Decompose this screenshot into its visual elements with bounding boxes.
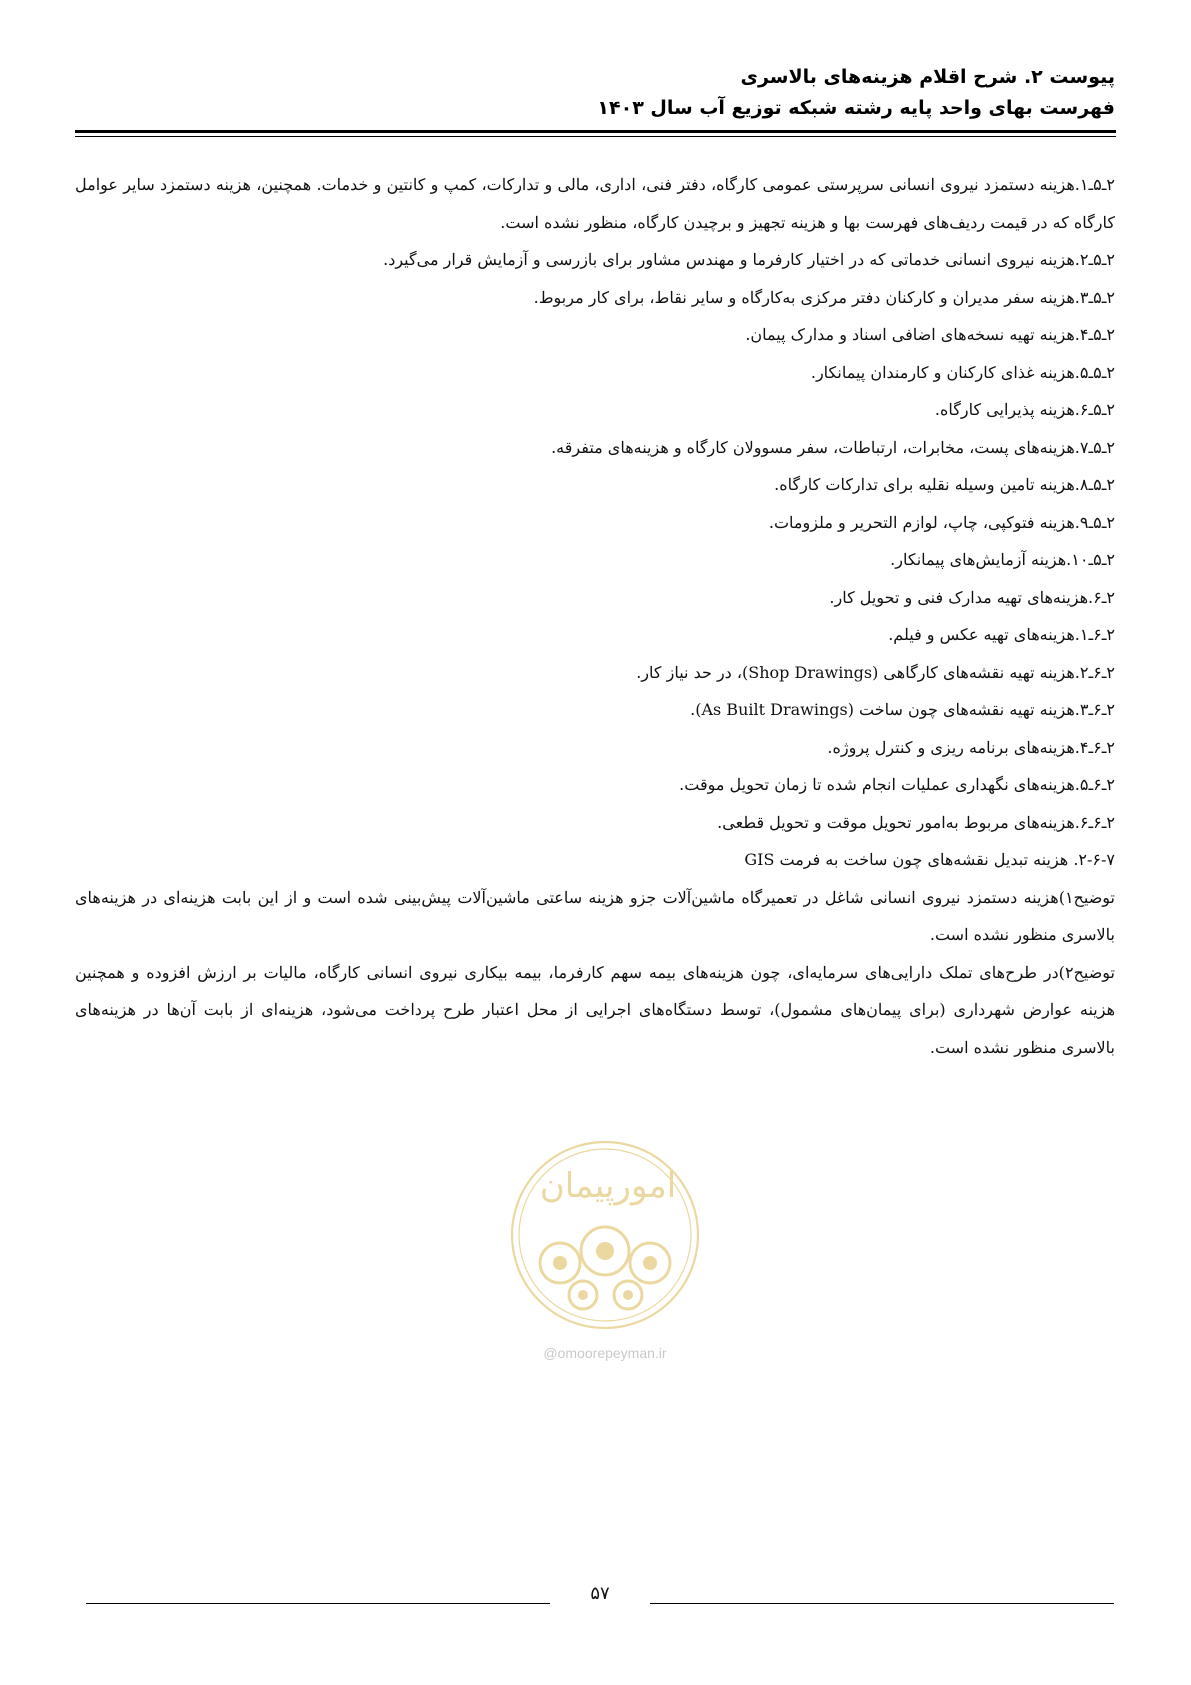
- page-number: ۵۷: [590, 1583, 610, 1604]
- item-2-5-2: ۲ـ۵ـ۲.هزینه نیروی انسانی خدماتی که در اختیار کارفرما و مهندس مشاور برای بازرسی و آزمایش قرار می‌گیرد.: [383, 250, 1115, 269]
- item-2-5-3: ۲ـ۵ـ۳.هزینه سفر مدیران و کارکنان دفتر مرکزی به‌کارگاه و سایر نقاط، برای کار مربوط.: [533, 287, 1115, 307]
- item-2-6-6: ۲ـ۶ـ۶.هزینه‌های مربوط به‌امور تحویل موقت و تحویل قطعی.: [717, 812, 1115, 832]
- watermark-logo-text: امورپیمان: [539, 1166, 677, 1206]
- watermark-logo: [508, 1135, 703, 1335]
- item-2-6-5: ۲ـ۶ـ۵.هزینه‌های نگهداری عملیات انجام شده تا زمان تحویل موقت.: [679, 775, 1115, 794]
- item-2-6-3: ۲ـ۶ـ۳.هزینه تهیه نقشه‌های چون ساخت (As Built Drawings).: [690, 700, 1115, 719]
- footer-rule-right: [650, 1603, 1114, 1604]
- item-2-6: ۲ـ۶.هزینه‌های تهیه مدارک فنی و تحویل کار.: [829, 587, 1115, 607]
- document-body: [75, 166, 1115, 1066]
- item-2-6-1: ۲ـ۶ـ۱.هزینه‌های تهیه عکس و فیلم.: [888, 625, 1115, 644]
- watermark-url: @omoorepeyman.ir: [543, 1345, 667, 1361]
- page-header: [75, 62, 1115, 124]
- header-title: پیوست ۲. شرح اقلام هزینه‌های بالاسری: [740, 66, 1115, 88]
- footer-rule-left: [86, 1603, 550, 1604]
- item-2-5-8: ۲ـ۵ـ۸.هزینه تامین وسیله نقلیه برای تدارکات کارگاه.: [774, 475, 1115, 494]
- item-2-5-10: ۲ـ۵ـ۱۰.هزینه آزمایش‌های پیمانکار.: [890, 550, 1115, 569]
- header-rule-thin: [75, 136, 1116, 137]
- note-1: توضیح۱)هزینه دستمزد نیروی انسانی شاغل در تعمیرگاه ماشین‌آلات جزو هزینه ساعتی ماشین‌آلات پیش‌بینی شده است و از این بابت هزینه‌ای در هزینه‌های بالاسری منظور نشده است.: [75, 887, 1115, 944]
- note-2: توضیح۲)در طرح‌های تملک دارایی‌های سرمایه‌ای، چون هزینه‌های بیمه سهم کارفرما، بیمه بیکاری نیروی انسانی کارگاه، مالیات بر ارزش افزوده و همچنین هزینه عوارض شهرداری (برای پیمان‌های مشمول)، توسط دستگاه‌های اجرایی از محل اعتبار طرح پرداخت می‌شود، هزینه‌ای از بابت آن‌ها در هزینه‌های بالاسری منظور نشده است.: [75, 962, 1116, 1057]
- item-2-6-4: ۲ـ۶ـ۴.هزینه‌های برنامه ریزی و کنترل پروژه.: [827, 737, 1115, 757]
- header-rule-thick: [75, 130, 1116, 133]
- item-2-5-9: ۲ـ۵ـ۹.هزینه فتوکپی، چاپ، لوازم التحریر و ملزومات.: [768, 512, 1115, 532]
- header-subtitle: فهرست بهای واحد پایه رشته شبکه توزیع آب سال ۱۴۰۳: [597, 97, 1115, 119]
- item-2-5-5: ۲ـ۵ـ۵.هزینه غذای کارکنان و کارمندان پیمانکار.: [810, 362, 1115, 382]
- item-2-5-6: ۲ـ۵ـ۶.هزینه پذیرایی کارگاه.: [934, 400, 1115, 419]
- item-2-6-7: ۲-۶-۷. هزینه تبدیل نقشه‌های چون ساخت به فرمت GIS: [744, 850, 1115, 869]
- item-2-5-4: ۲ـ۵ـ۴.هزینه تهیه نسخه‌های اضافی اسناد و مدارک پیمان.: [745, 325, 1115, 344]
- item-2-5-1: ۲ـ۵ـ۱.هزینه دستمزد نیروی انسانی سرپرستی عمومی کارگاه، دفتر فنی، اداری، مالی و تدارکات، کمپ و کانتین و خدمات. همچنین، هزینه دستمزد سایر عوامل کارگاه که در قیمت ردیف‌های فهرست بها و هزینه تجهیز و برچیدن کارگاه، منظور نشده است.: [75, 175, 1115, 232]
- item-2-5-7: ۲ـ۵ـ۷.هزینه‌های پست، مخابرات، ارتباطات، سفر مسوولان کارگاه و هزینه‌های متفرقه.: [551, 437, 1115, 457]
- item-2-6-2: ۲ـ۶ـ۲.هزینه تهیه نقشه‌های کارگاهی (Shop Drawings)، در حد نیاز کار.: [636, 662, 1115, 682]
